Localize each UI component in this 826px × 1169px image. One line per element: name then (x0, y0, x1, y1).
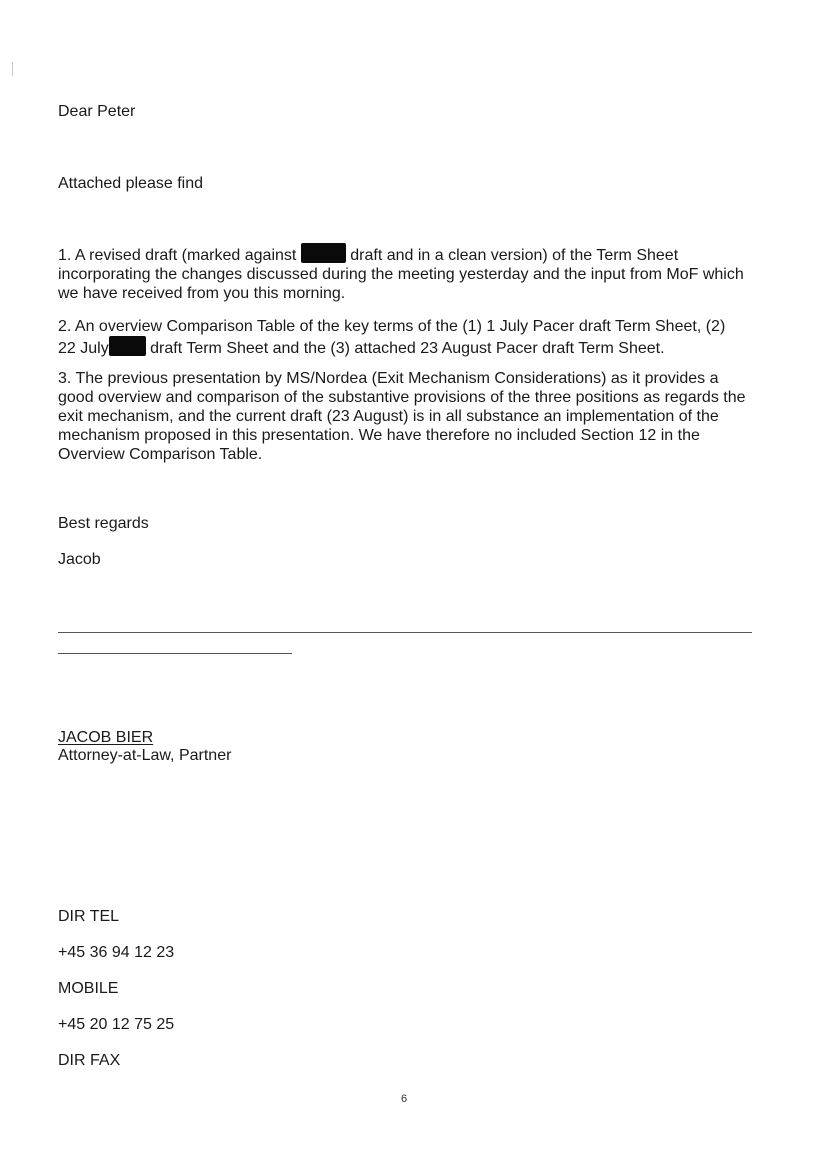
list-item-3 (58, 369, 746, 464)
item-2-line-2 (58, 336, 725, 358)
dir-fax-label: DIR FAX (58, 1052, 121, 1069)
intro-text: Attached please find (58, 175, 203, 192)
mobile-value: +45 20 12 75 25 (58, 1016, 175, 1033)
list-item-1 (58, 243, 744, 303)
item-3-line-1: 3. The previous presentation by MS/Nordea (Exit Mechanism Considerations) as it provides a (58, 370, 719, 387)
divider-long (58, 632, 752, 633)
item-2-line-2-before: 22 July (58, 340, 109, 357)
salutation: Dear Peter (58, 103, 136, 120)
item-1-line-3: we have received from you this morning. (58, 285, 346, 302)
item-2-line-1: 2. An overview Comparison Table of the key terms of the (1) 1 July Pacer draft Term Sheet, (2) (58, 318, 726, 335)
item-1-line-1 (58, 243, 744, 265)
redaction-block (109, 336, 146, 356)
item-3-line-2: good overview and comparison of the substantive provisions of the three positions as regards the (58, 389, 746, 406)
signature-name: JACOB BIER (58, 729, 154, 746)
item-1-line-2: incorporating the changes discussed during the meeting yesterday and the input from MoF which (58, 266, 744, 283)
closing: Best regards (58, 515, 149, 532)
divider-short (58, 653, 292, 654)
signoff: Jacob (58, 551, 101, 568)
dir-tel-value: +45 36 94 12 23 (58, 944, 175, 961)
scan-speck (12, 62, 13, 76)
item-1-line-1-before: 1. A revised draft (marked against (58, 247, 301, 264)
dir-tel-label: DIR TEL (58, 908, 120, 925)
item-3-line-3: exit mechanism, and the current draft (23 August) is in all substance an implementation of the (58, 408, 719, 425)
list-item-2 (58, 317, 725, 358)
mobile-label: MOBILE (58, 980, 119, 997)
item-3-line-4: mechanism proposed in this presentation. We have therefore no included Section 12 in the (58, 427, 700, 444)
item-3-line-5: Overview Comparison Table. (58, 446, 263, 463)
item-2-line-2-after: draft Term Sheet and the (3) attached 23 August Pacer draft Term Sheet. (145, 340, 665, 357)
page-number: 6 (401, 1093, 408, 1105)
signature-title: Attorney-at-Law, Partner (58, 747, 232, 764)
redaction-block (301, 243, 346, 263)
item-1-line-1-after: draft and in a clean version) of the Term Sheet (345, 247, 679, 264)
